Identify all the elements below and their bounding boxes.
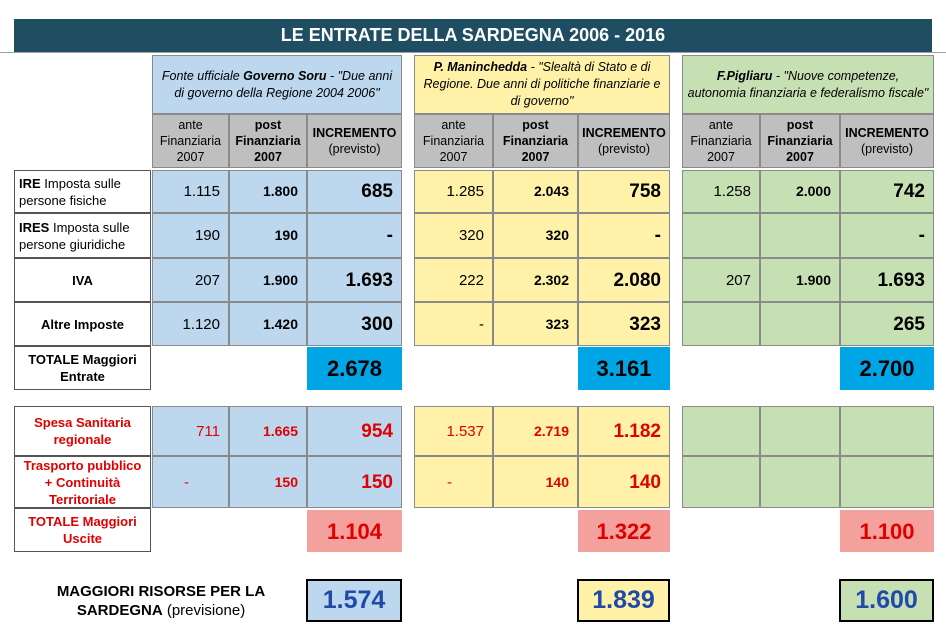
spesa-label-text: Trasporto pubblico + Continuità Territoriale (23, 457, 142, 507)
post-value-text: 1.665 (262, 422, 298, 439)
totale-entrate-value (578, 347, 670, 390)
risorse-value-text: 1.574 (322, 586, 386, 614)
col-header-post (760, 114, 840, 168)
ante-value (682, 406, 760, 456)
post-value-text: 323 (545, 315, 569, 332)
post-value-text: 150 (274, 473, 298, 490)
post-value (229, 213, 307, 258)
header-text: post Finanziaria 2007 (502, 118, 569, 164)
increment-value (840, 406, 934, 456)
page-title: LE ENTRATE DELLA SARDEGNA 2006 - 2016 (14, 19, 932, 52)
header-title: INCREMENTO (582, 126, 666, 140)
source-note (682, 55, 934, 114)
increment-value-text: 1.693 (345, 269, 393, 291)
increment-value-text: 2.080 (613, 269, 661, 291)
increment-value-text: 742 (893, 181, 925, 202)
col-header-increment (840, 114, 934, 168)
source-text (419, 59, 665, 110)
source-title: - "Due anni di governo della Regione 2004 2006" (174, 68, 393, 100)
source-text (157, 68, 397, 102)
increment-value (307, 258, 402, 302)
risorse-value (306, 579, 402, 622)
row-label-bold: IRES (19, 219, 50, 235)
row-label-bold: Altre Imposte (40, 316, 125, 332)
ante-value (414, 258, 493, 302)
risorse-value (577, 579, 670, 622)
row-label (14, 213, 151, 258)
header-text: ante Finanziaria 2007 (690, 118, 752, 164)
ante-value-text: 1.537 (446, 422, 484, 440)
risorse-label-text (30, 582, 292, 620)
ante-value-text: - (447, 473, 452, 491)
totale-entrate-value-text: 2.678 (326, 356, 383, 381)
ante-value-text: 190 (194, 227, 220, 244)
post-value-text: 190 (274, 227, 298, 243)
totale-entrate-value-text: 3.161 (596, 356, 652, 381)
col-header-ante (152, 114, 229, 168)
totale-uscite-value-text: 1.100 (859, 518, 915, 544)
source-author: F.Pigliaru (716, 68, 773, 83)
ante-value (152, 302, 229, 346)
row-label-rest: Imposta sulle persone fisiche (19, 175, 121, 208)
increment-value-text: - (654, 225, 661, 246)
risorse-label-rest: (previsione) (162, 602, 246, 619)
ante-value (152, 170, 229, 213)
totale-entrate-value (840, 347, 934, 390)
ante-value-text: 1.258 (713, 183, 751, 200)
totale-entrate-value-text: 2.700 (859, 356, 915, 381)
source-author: P. Maninchedda (433, 60, 528, 74)
row-label (14, 258, 151, 302)
increment-value-text: 300 (361, 313, 393, 335)
post-value-text: 1.900 (795, 271, 831, 288)
ante-value (414, 170, 493, 213)
col-header-increment (307, 114, 402, 168)
increment-value (840, 456, 934, 508)
ante-value (682, 456, 760, 508)
col-header-increment (578, 114, 670, 168)
increment-value (307, 170, 402, 213)
post-value (760, 456, 840, 508)
row-label-text (19, 175, 146, 209)
post-value (493, 213, 578, 258)
post-value (760, 170, 840, 213)
ante-value (682, 213, 760, 258)
post-value-text: 320 (545, 227, 569, 243)
col-header-post (229, 114, 307, 168)
post-value (493, 170, 578, 213)
header-sub: (previsto) (328, 142, 381, 156)
increment-value (840, 213, 934, 258)
row-label-text (19, 219, 146, 253)
increment-value (578, 456, 670, 508)
post-value (229, 456, 307, 508)
ante-value-text: 320 (458, 227, 484, 244)
row-label (14, 302, 151, 346)
header-text: post Finanziaria 2007 (767, 118, 833, 164)
increment-value-text: 758 (629, 181, 661, 202)
ante-value (682, 170, 760, 213)
ante-value-text: - (479, 315, 484, 333)
post-value (493, 258, 578, 302)
risorse-label (30, 578, 292, 624)
ante-value (414, 213, 493, 258)
row-label-rest: Imposta sulle persone giuridiche (19, 219, 130, 252)
post-value (760, 213, 840, 258)
header-text: post Finanziaria 2007 (235, 118, 301, 164)
increment-value-text: 265 (893, 313, 925, 335)
post-value-text: 1.900 (262, 271, 298, 288)
increment-value (840, 302, 934, 346)
post-value-text: 1.420 (262, 315, 298, 332)
totale-uscite-label-text: TOTALE Maggiori Uscite (28, 514, 137, 546)
increment-value (307, 302, 402, 346)
totale-uscite-label (14, 508, 151, 552)
risorse-value-text: 1.600 (855, 586, 918, 614)
ante-value-text: 1.115 (183, 183, 220, 200)
post-value-text: 2.043 (533, 183, 569, 199)
increment-value (578, 258, 670, 302)
increment-value (578, 213, 670, 258)
col-header-ante (414, 114, 493, 168)
post-value (493, 406, 578, 456)
post-value (760, 302, 840, 346)
increment-value-text: 140 (629, 471, 661, 493)
ante-value (414, 302, 493, 346)
source-author: Governo Soru (243, 68, 327, 83)
ante-value (152, 213, 229, 258)
ante-value (152, 406, 229, 456)
source-title: - "Nuove competenze, autonomia finanziaria e federalismo fiscale" (687, 68, 929, 100)
post-value (229, 302, 307, 346)
post-value-text: 140 (545, 473, 569, 490)
ante-value (682, 302, 760, 346)
ante-value-text: 1.120 (182, 315, 220, 333)
risorse-value-text: 1.839 (592, 586, 655, 614)
increment-value (840, 170, 934, 213)
increment-value-text: - (918, 225, 925, 246)
increment-value-text: 150 (361, 471, 393, 493)
post-value (229, 170, 307, 213)
ante-value-text: 207 (725, 271, 751, 289)
row-label-text (41, 316, 124, 333)
risorse-label-bold: MAGGIORI RISORSE PER LA SARDEGNA (56, 583, 266, 619)
increment-value-text: 1.182 (613, 420, 661, 442)
header-text: ante Finanziaria 2007 (422, 118, 485, 164)
source-note (152, 55, 402, 114)
title-divider (0, 52, 946, 53)
ante-value (152, 258, 229, 302)
header-title: INCREMENTO (845, 126, 929, 140)
post-value-text: 2.000 (795, 183, 831, 199)
increment-value-text: 954 (361, 420, 393, 442)
header-title: INCREMENTO (312, 126, 397, 140)
totale-uscite-value-text: 1.322 (596, 518, 652, 544)
ante-value (682, 258, 760, 302)
increment-value (307, 456, 402, 508)
row-label (14, 170, 151, 213)
spesa-label-text: Spesa Sanitaria regionale (34, 415, 131, 447)
ante-value (414, 406, 493, 456)
post-value (760, 258, 840, 302)
ante-value-text: 207 (194, 271, 220, 289)
post-value (760, 406, 840, 456)
risorse-value (839, 579, 934, 622)
post-value (493, 302, 578, 346)
col-header-ante (682, 114, 760, 168)
header-sub: (previsto) (860, 142, 914, 156)
totale-entrate-label (14, 346, 151, 390)
source-prefix: Fonte ufficiale (161, 68, 244, 83)
post-value-text: 2.302 (533, 271, 569, 288)
totale-uscite-value (307, 510, 402, 552)
increment-value (578, 302, 670, 346)
post-value-text: 1.800 (262, 183, 298, 199)
totale-uscite-value-text: 1.104 (326, 518, 383, 544)
spesa-label (14, 406, 151, 456)
ante-value-text: 222 (458, 271, 484, 289)
increment-value-text: - (386, 225, 393, 246)
header-sub: (previsto) (597, 142, 651, 156)
increment-value-text: 323 (629, 313, 661, 335)
ante-value-text: 1.285 (446, 183, 484, 200)
increment-value (307, 213, 402, 258)
source-title: - "Slealtà di Stato e di Regione. Due anni di politiche finanziarie e di governo" (423, 60, 661, 108)
source-text (687, 68, 929, 102)
row-label-text (72, 272, 93, 289)
totale-uscite-value (840, 510, 934, 552)
ante-value (414, 456, 493, 508)
increment-value-text: 1.693 (877, 269, 925, 291)
row-label-bold: IVA (72, 272, 93, 288)
post-value-text: 2.719 (533, 422, 569, 439)
increment-value (840, 258, 934, 302)
ante-value (152, 456, 229, 508)
col-header-post (493, 114, 578, 168)
post-value (493, 456, 578, 508)
totale-uscite-value (578, 510, 670, 552)
increment-value (307, 406, 402, 456)
post-value (229, 406, 307, 456)
ante-value-text: - (184, 473, 189, 491)
ante-value-text: 711 (196, 422, 220, 440)
row-label-bold: IRE (19, 175, 41, 191)
increment-value (578, 406, 670, 456)
spesa-label (14, 456, 151, 508)
increment-value-text: 685 (361, 181, 393, 202)
source-note (414, 55, 670, 114)
totale-entrate-value (307, 347, 402, 390)
totale-entrate-label-text: TOTALE Maggiori Entrate (28, 352, 137, 384)
post-value (229, 258, 307, 302)
increment-value (578, 170, 670, 213)
header-text: ante Finanziaria 2007 (159, 118, 222, 164)
